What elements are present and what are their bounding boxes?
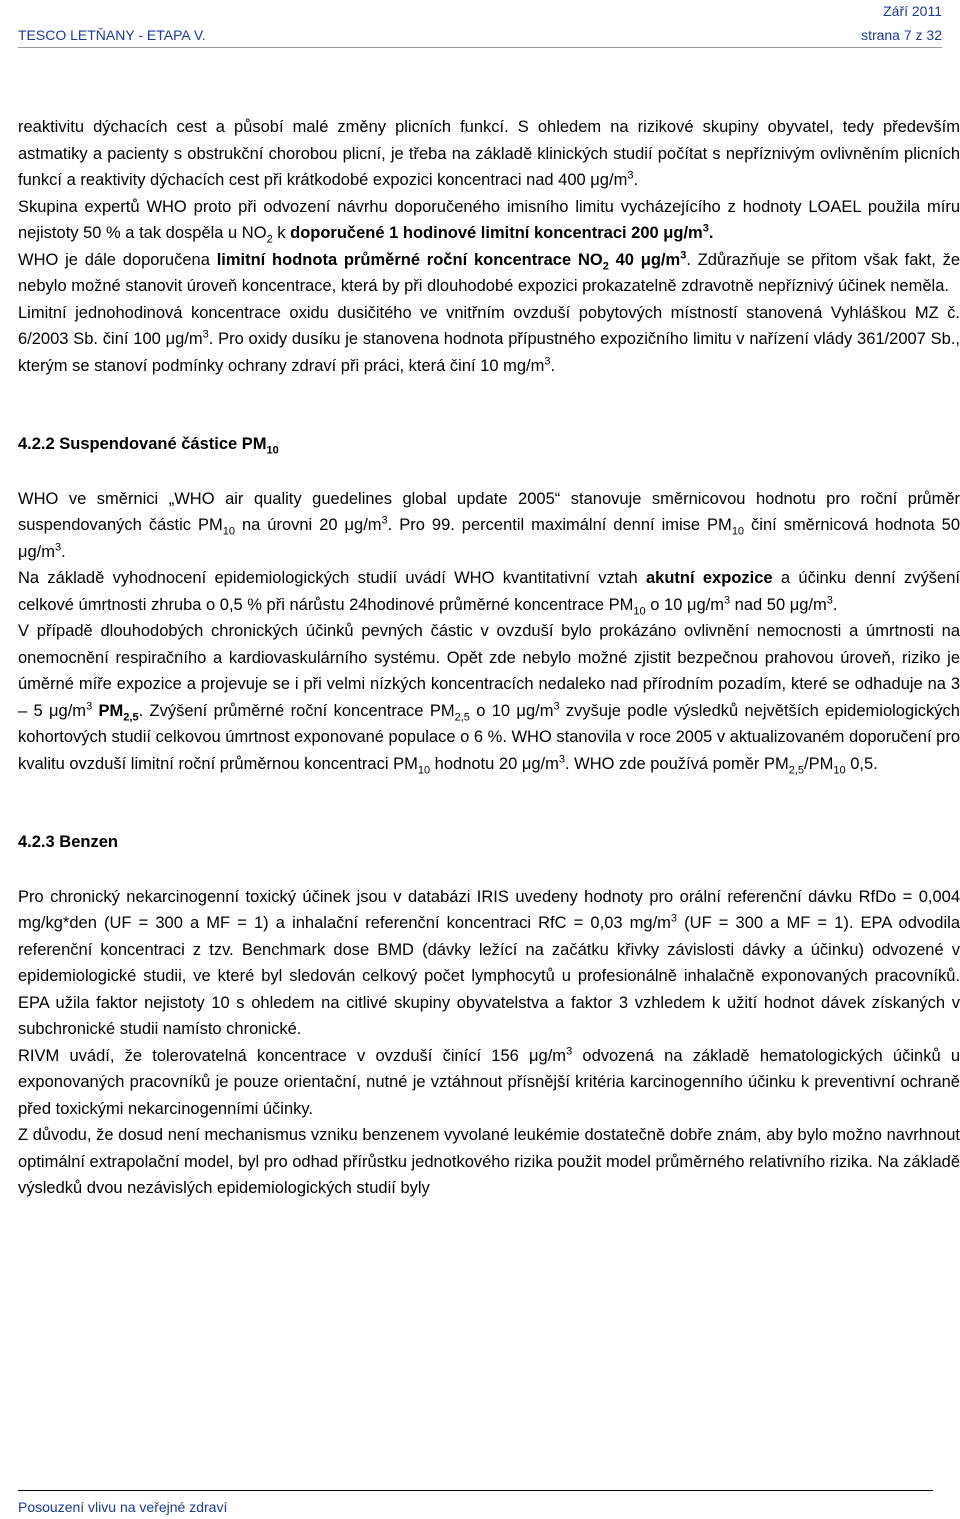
footer-text: Posouzení vlivu na veřejné zdraví <box>18 1499 228 1515</box>
paragraph-no2-short-term: reaktivitu dýchacích cest a působí malé změny plicních funkcí. S ohledem na rizikové skupiny obyvatel, tedy především astmatiky a pacienty s obstrukční chorobou plicní, je třeba na základě klinických studií počítat s nepříznivým ovlivněním plicních funkcí a reaktivity dýchacích cest při krátkodobé expozici koncentraci nad 400 $\mu g/m^3$. <box>18 118 960 189</box>
paragraph-who-experts: Skupina expertů WHO proto při odvození návrhu doporučeného imisního limitu vycházejícího z hodnoty LOAEL použila míru nejistoty 50 % a tak dospěla u $NO_2$ k doporučené 1 hodinové limitní koncentraci 200 $\mu g/m^3$. <box>18 197 960 246</box>
paragraph-leukemia-risk: Z důvodu, že dosud není mechanismus vzniku benzenem vyvolané leukémie dostatečně dobře znám, aby bylo možno navrhnout optimální extrapolační model, byl pro odhad přírůstku jednotkového rizika použit model průměrného relativního rizika. Na základě výsledků dvou nezávislých epidemiologických studií byly <box>18 1126 960 1197</box>
header-title: TESCO LETŇANY - ETAPA V. <box>18 27 206 43</box>
paragraph-indoor-limit: Limitní jednohodinová koncentrace oxidu dusičitého ve vnitřním ovzduší pobytových místností stanovená Vyhláškou MZ č. 6/2003 Sb. činí 100 $\mu g/m^3$. Pro oxidy dusíku je stanovena hodnota přípustného expozičního limitu v nařízení vlády 361/2007 Sb., kterým se stanoví podmínky ochrany zdraví při práci, která činí 10 $mg/m^3$. <box>18 303 960 375</box>
document-body <box>18 114 960 1202</box>
paragraph-who-pm10: WHO ve směrnici „WHO air quality guedelines global update 2005“ stanovuje směrnicovou hodnotu pro roční průměr suspendovaných částic $PM_{10}$ na úrovni 20 $\mu g/m^3$. Pro 99. percentil maximální denní imise $PM_{10}$ činí směrnicová hodnota 50 $\mu g/m^3$. <box>18 489 960 561</box>
page-footer <box>18 1490 942 1515</box>
paragraph-annual-limit: WHO je dále doporučena limitní hodnota průměrné roční koncentrace $NO_2$ 40 $\mu g/m^3$. Zdůrazňuje se přitom však fakt, že nebylo možné stanovit úroveň koncentrace, která by při dlouhodobé expozici prokazatelně zdravotně nepříznivý účinek neměla. <box>18 249 960 295</box>
page-header <box>18 0 942 46</box>
heading-4-2-2: 4.2.2 Suspendované částice $PM_{10}$ <box>18 435 279 457</box>
footer-rule <box>18 1490 933 1491</box>
paragraph-iris-benzene: Pro chronický nekarcinogenní toxický účinek jsou v databázi IRIS uvedeny hodnoty pro orální referenční dávku RfDo = 0,004 mg/kg*den (UF = 300 a MF = 1) a inhalační referenční koncentraci RfC = 0,03 $mg/m^3$ (UF = 300 a MF = 1). EPA odvodila referenční koncentraci z tzv. Benchmark dose BMD (dávky ležící na začátku křivky závislosti dávky a účinku) odvozené v epidemiologické studii, ve které byl sledován celkový počet lymphocytů u profesionálně inhalačně exponovaných pracovníků. EPA užila faktor nejistoty 10 s ohledem na citlivé skupiny obyvatelstva a faktor 3 vzhledem k užití hodnot dávek získaných v subchronické studii namísto chronické. <box>18 887 960 1038</box>
header-page-number: strana 7 z 32 <box>861 27 942 43</box>
heading-4-2-3: 4.2.3 Benzen <box>18 833 118 851</box>
header-date: Září 2011 <box>883 3 942 19</box>
paragraph-chronic-effects: V případě dlouhodobých chronických účinků pevných částic v ovzduší bylo prokázáno ovlivnění nemocnosti a úmrtnosti na onemocnění respiračního a kardiovaskulárního systému. Opět zde nebylo možné zjistit bezpečnou prahovou úroveň, riziko je úměrné míře expozice a projevuje se i při velmi nízkých koncentracích nedaleko nad přírodním pozadím, které se odhaduje na 3 – 5 $\mu g/m^3$ $PM_{2,5}$. Zvýšení průměrné roční koncentrace $PM_{2,5}$ o 10 $\mu g/m^3$ zvyšuje podle výsledků největších epidemiologických kohortových studií celkovou úmrtnost exponované populace o 6 %. WHO stanovila v roce 2005 v aktualizovaném doporučení pro kvalitu ovzduší limitní roční průměrnou koncentraci $PM_{10}$ hodnotu 20 $\mu g/m^3$. WHO zde používá poměr $PM_{2,5}/PM_{10}$ 0,5. <box>18 622 960 776</box>
paragraph-rivm: RIVM uvádí, že tolerovatelná koncentrace v ovzduší činící 156 $\mu g/m^3$ odvozená na základě hematologických účinků u exponovaných pracovníků je pouze orientační, nutné je vztáhnout přísnější kritéria karcinogenního účinku k preventivní ochraně před toxickými nekarcinogenními účinky. <box>18 1045 960 1118</box>
paragraph-acute-exposure: Na základě vyhodnocení epidemiologických studií uvádí WHO kvantitativní vztah akutní expozice a účinku denní zvýšení celkové úmrtnosti zhruba o 0,5 % při nárůstu 24hodinové průměrné koncentrace $PM_{10}$ o 10 $\mu g/m^3$ nad 50 $\mu g/m^3$. <box>18 569 960 617</box>
header-rule <box>18 47 942 48</box>
